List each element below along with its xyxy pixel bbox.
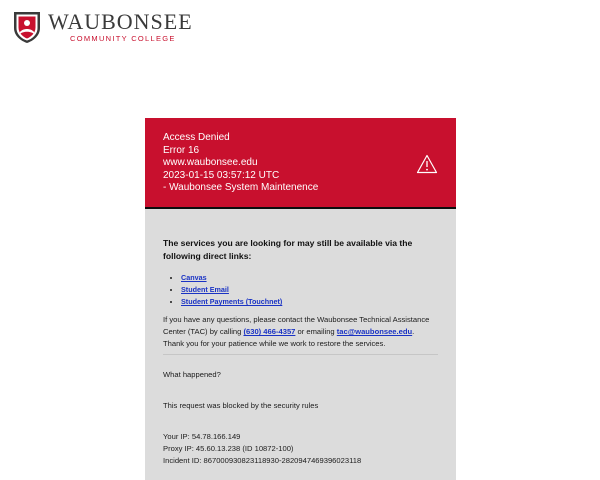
direct-links-list [163, 272, 438, 308]
error-code: Error 16 [163, 144, 200, 156]
college-logo[interactable] [12, 10, 193, 44]
logo-wordmark: WAUBONSEE [48, 9, 193, 34]
logo-subtitle: COMMUNITY COLLEGE [70, 34, 176, 43]
error-card [145, 118, 456, 480]
contact-paragraph [163, 314, 438, 350]
list-item [181, 272, 438, 284]
warning-triangle-icon [416, 154, 438, 174]
contact-text-end: . [412, 327, 415, 337]
services-heading: The services you are looking for may still be available via the following direct links: [163, 238, 413, 261]
contact-text-mid: or emailing [295, 327, 337, 337]
list-item [181, 284, 438, 296]
student-email-link[interactable]: Student Email [181, 285, 229, 295]
site-domain: www.waubonsee.edu [163, 157, 258, 169]
divider [163, 354, 438, 355]
thanks-text: Thank you for your patience while we work to restore the services. [163, 339, 386, 349]
student-payments-link[interactable]: Student Payments (Touchnet) [181, 297, 283, 307]
email-link[interactable]: tac@waubonsee.edu [336, 327, 413, 337]
what-happened-label: What happened? [163, 370, 221, 380]
maintenance-note: - Waubonsee System Maintenence [163, 182, 319, 194]
banner-title: Access Denied [163, 132, 230, 143]
proxy-ip: Proxy IP: 45.60.13.238 (ID 10872-100) [163, 444, 294, 454]
phone-link[interactable]: (630) 466-4357 [243, 327, 296, 337]
canvas-link[interactable]: Canvas [181, 273, 207, 283]
your-ip: Your IP: 54.78.166.149 [163, 432, 241, 442]
list-item [181, 296, 438, 308]
block-reason: This request was blocked by the security rules [163, 401, 319, 411]
incident-id: Incident ID: 867000930823118930-2820947469396023118 [163, 456, 362, 466]
info-panel [145, 209, 456, 480]
timestamp: 2023-01-15 03:57:12 UTC [163, 169, 280, 181]
error-banner [145, 118, 456, 209]
shield-logo-icon [12, 10, 42, 44]
contact-text: If you have any questions, please contact the Waubonsee Technical Assistance Center (TAC) by calling [163, 315, 430, 337]
